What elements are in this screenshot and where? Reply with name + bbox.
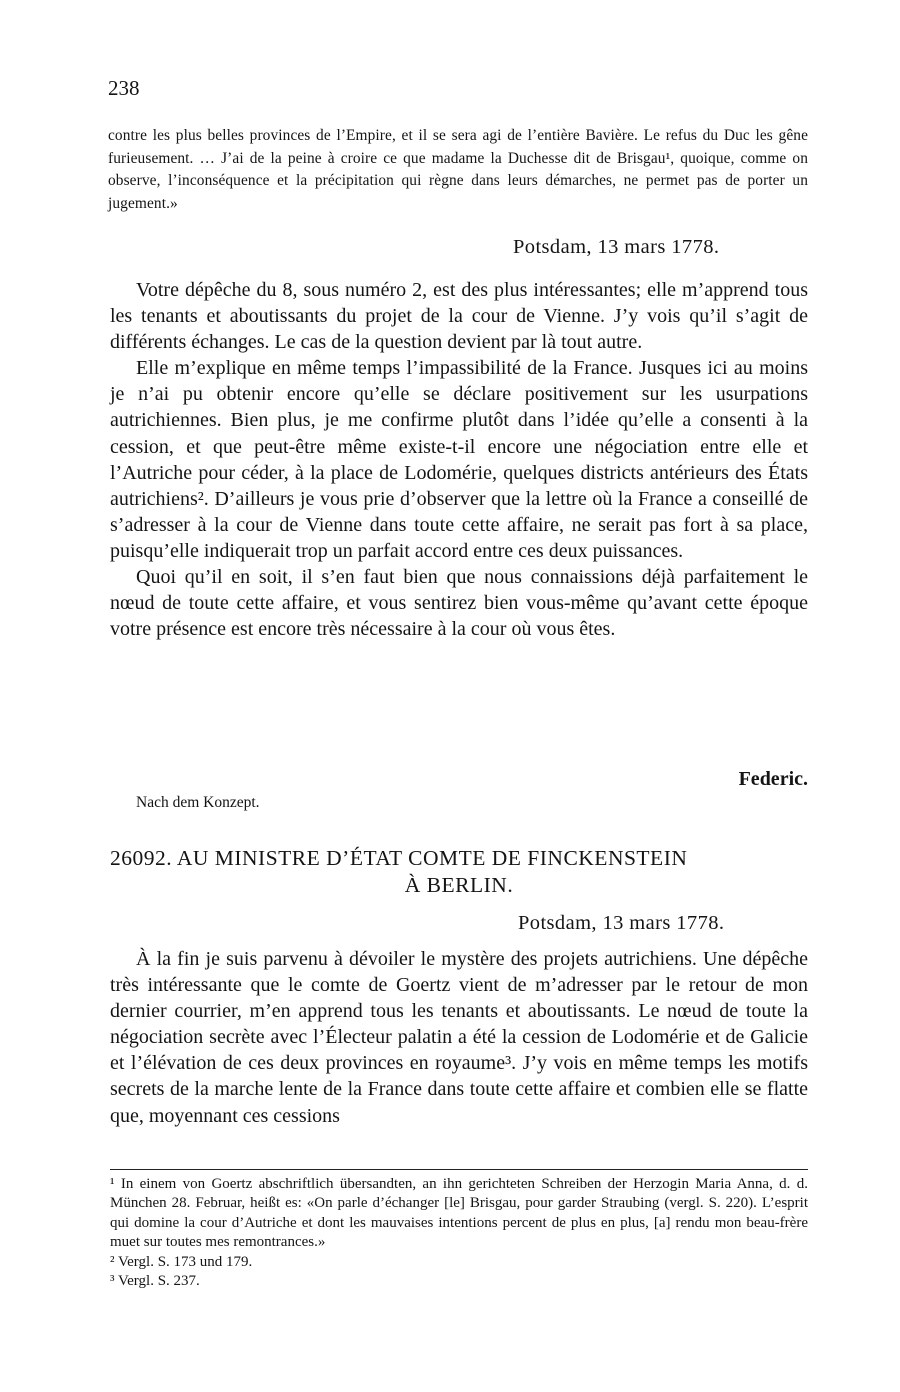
heading-line-2: À BERLIN. <box>404 873 514 897</box>
letter-heading <box>110 845 808 899</box>
source-note: Nach dem Konzept. <box>136 794 260 811</box>
quoted-continuation: contre les plus belles provinces de l’Empire, et il se sera agi de l’entière Bavière. Le refus du Duc les gêne furieusement. … J’ai de la peine à croire ce que madame la Duchesse dit de Brisgau¹, quoique, comme on observe, l’inconséquence et la précipitation qui règne dans leurs démarches, ne permet pas de porter un jugement.» <box>108 127 808 212</box>
footnotes <box>110 1175 808 1291</box>
page-number: 238 <box>108 76 140 100</box>
footnote-2: ² Vergl. S. 173 und 179. <box>110 1253 253 1270</box>
letter-2-body <box>110 946 808 1129</box>
footnote-rule <box>110 1169 808 1170</box>
letter-1-body <box>110 277 808 642</box>
signature: Federic. <box>738 768 808 790</box>
letter-2-paragraph: À la fin je suis parvenu à dévoiler le mystère des projets autrichiens. Une dépêche très intéressante que le comte de Goertz vient de m’adresser par le retour de mon dernier courrier, m’en apprend tous les tenants et aboutissants. Le nœud de toute la négociation secrète avec l’Électeur palatin a été la cession de Lodomérie et de Galicie et l’élévation de ces deux provinces en royaume³. J’y vois en même temps les motifs secrets de la marche lente de la France dans toute cette affaire et combien elle se flatte que, moyennant ces cessions <box>110 948 808 1127</box>
letter-1-paragraph-1: Votre dépêche du 8, sous numéro 2, est des plus intéressantes; elle m’apprend tous les tenants et aboutissants du projet de la cour de Vienne. J’y vois qu’il s’agit de différents échanges. Le cas de la question devient par là tout autre. <box>110 279 808 354</box>
dateline-letter-1: Potsdam, 13 mars 1778. <box>513 236 720 258</box>
letter-1-paragraph-3: Quoi qu’il en soit, il s’en faut bien que nous connaissions déjà parfaitement le nœud de toute cette affaire, et vous sentirez bien vous-même qu’avant cette époque votre présence est encore très nécessaire à la cour où vous êtes. <box>110 566 808 641</box>
footnote-3: ³ Vergl. S. 237. <box>110 1273 200 1290</box>
letter-1-paragraph-2: Elle m’explique en même temps l’impassibilité de la France. Jusques ici au moins je n’ai pu obtenir encore qu’elle se déclare positivement sur les usurpations autrichiennes. Bien plus, je me confirme plutôt dans l’idée qu’elle a consenti à la cession, et que peut-être même existe-t-il encore une négociation entre elle et l’Autriche pour céder, à la place de Lodomérie, quelques districts antérieurs des États autrichiens². D’ailleurs je vous prie d’observer que la lettre où la France a conseillé de s’adresser à la cour de Vienne dans toute cette affaire, ne serait pas fort à sa place, puisqu’elle indiquerait trop un parfait accord entre ces deux puissances. <box>110 357 808 562</box>
footnote-1: ¹ In einem von Goertz abschriftlich übersandten, an ihn gerichteten Schreiben der Herzogin Maria Anna, d. d. München 28. Februar, heißt es: «On parle d’échanger [le] Brisgau, pour garder Straubing (vergl. S. 220). L’esprit qui domine la cour d’Autriche et dont les mauvaises intentions percent de plus en plus, [a] rendu mon beau-frère muet sur toutes mes remontrances.» <box>110 1176 808 1251</box>
heading-line-1: 26092. AU MINISTRE D’ÉTAT COMTE DE FINCKENSTEIN <box>110 846 688 870</box>
dateline-letter-2: Potsdam, 13 mars 1778. <box>518 912 725 934</box>
